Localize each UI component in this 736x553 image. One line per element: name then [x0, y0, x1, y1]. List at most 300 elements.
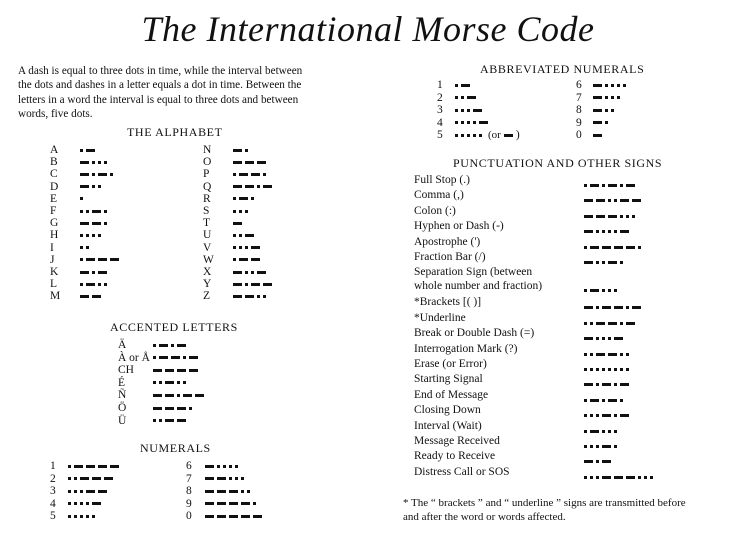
punctuation-row: [414, 205, 724, 217]
morse-dot: [584, 414, 587, 417]
morse-code: [584, 184, 638, 187]
morse-code: [68, 490, 110, 493]
footnote-line: and after the word or words affected.: [403, 511, 566, 523]
code-row: [186, 473, 247, 485]
morse-dash: [251, 283, 260, 286]
morse-dot: [104, 161, 107, 164]
morse-dash: [593, 134, 602, 137]
code-label: O: [203, 156, 212, 169]
morse-dash: [86, 149, 95, 152]
morse-dash: [602, 383, 611, 386]
morse-dash: [602, 476, 611, 479]
punctuation-code: [584, 300, 644, 312]
punctuation-code: [584, 393, 626, 405]
code-row: [50, 473, 116, 485]
morse-dash: [614, 476, 623, 479]
morse-dash: [92, 502, 101, 505]
morse-dot: [467, 121, 470, 124]
morse-dot: [153, 344, 156, 347]
morse-dash: [620, 230, 629, 233]
morse-dash: [165, 381, 174, 384]
code-label: 2: [437, 91, 443, 104]
morse-dot: [626, 368, 629, 371]
code-row: [50, 242, 92, 254]
morse-dot: [263, 295, 266, 298]
code-label: 9: [576, 116, 582, 129]
morse-dot: [626, 215, 629, 218]
code-row: [186, 498, 259, 510]
morse-dot: [86, 234, 89, 237]
morse-dot: [614, 383, 617, 386]
code-label: 7: [186, 472, 192, 485]
morse-code: [455, 84, 473, 87]
morse-dash: [608, 353, 617, 356]
morse-dot: [98, 234, 101, 237]
punctuation-code: [584, 362, 632, 374]
punctuation-row: [414, 343, 724, 355]
morse-dot: [68, 515, 71, 518]
morse-dash: [165, 394, 174, 397]
morse-dot: [590, 322, 593, 325]
morse-dash: [608, 215, 617, 218]
punctuation-code: [584, 193, 644, 205]
punctuation-label: [414, 205, 584, 217]
morse-dash: [165, 419, 174, 422]
morse-dot: [233, 246, 236, 249]
punctuation-label-text: *Underline: [414, 311, 466, 324]
morse-dot: [596, 414, 599, 417]
code-row: [203, 229, 257, 241]
morse-dot: [257, 295, 260, 298]
morse-code: [80, 283, 110, 286]
morse-dot: [590, 414, 593, 417]
morse-code: [584, 337, 626, 340]
punctuation-row: [414, 435, 724, 447]
morse-dash: [263, 185, 272, 188]
code-row: [50, 498, 104, 510]
morse-dot: [638, 476, 641, 479]
abbreviated-heading: ABBREVIATED NUMERALS: [480, 62, 645, 76]
morse-dash: [80, 185, 89, 188]
morse-dash: [584, 199, 593, 202]
morse-dot: [602, 261, 605, 264]
code-row: [203, 266, 269, 278]
punctuation-label: [414, 327, 584, 339]
punctuation-row: [414, 251, 724, 263]
alt-close: ): [515, 129, 520, 142]
code-label: S: [203, 205, 210, 217]
morse-dash: [217, 490, 226, 493]
morse-dot: [92, 173, 95, 176]
morse-dash: [189, 369, 198, 372]
morse-dot: [245, 271, 248, 274]
punctuation-label-text: Colon (:): [414, 204, 456, 217]
morse-dash: [229, 502, 238, 505]
code-row: [576, 117, 611, 129]
code-row: [437, 92, 479, 104]
code-row: [118, 364, 201, 376]
punctuation-label: [414, 450, 584, 462]
morse-dash: [257, 271, 266, 274]
morse-dash: [92, 210, 101, 213]
punctuation-label-text: Full Stop (.): [414, 174, 470, 186]
punctuation-row: [414, 420, 724, 432]
morse-dash: [153, 369, 162, 372]
code-label: É: [118, 376, 126, 389]
morse-dash: [590, 430, 599, 433]
alt-note: (or: [488, 129, 501, 142]
morse-dot: [620, 353, 623, 356]
morse-dot: [590, 445, 593, 448]
morse-dash: [467, 96, 476, 99]
code-row: [50, 278, 110, 290]
morse-dash: [233, 149, 242, 152]
morse-dash: [205, 515, 214, 518]
punctuation-label: [414, 404, 584, 416]
code-label: 2: [50, 472, 56, 485]
morse-dot: [608, 368, 611, 371]
morse-dash: [98, 271, 107, 274]
morse-dash: [245, 234, 254, 237]
morse-dash: [153, 407, 162, 410]
morse-dash: [153, 394, 162, 397]
morse-dot: [80, 515, 83, 518]
morse-dash: [593, 109, 602, 112]
punctuation-row: [414, 389, 724, 401]
morse-dot: [614, 368, 617, 371]
punctuation-code: [584, 470, 656, 482]
morse-dot: [177, 381, 180, 384]
morse-dot: [92, 515, 95, 518]
morse-dash: [596, 353, 605, 356]
morse-dot: [461, 96, 464, 99]
punctuation-label: [414, 236, 584, 248]
morse-dash: [205, 477, 214, 480]
code-label: 6: [576, 79, 582, 91]
morse-dot: [153, 356, 156, 359]
punctuation-code: [584, 408, 632, 420]
morse-code: [80, 222, 110, 225]
morse-dash: [596, 215, 605, 218]
morse-dot: [233, 210, 236, 213]
morse-dash: [80, 173, 89, 176]
footnote: [403, 496, 733, 524]
morse-dash: [584, 306, 593, 309]
morse-dash: [183, 394, 192, 397]
punctuation-label-text: Break or Double Dash (=): [414, 327, 535, 340]
intro-line: A dash is equal to three dots in time, while the interval between: [18, 65, 303, 77]
punctuation-row: [414, 296, 724, 308]
morse-dash: [98, 258, 107, 261]
morse-dash: [80, 161, 89, 164]
morse-code: [584, 460, 614, 463]
morse-dot: [584, 476, 587, 479]
morse-code: [80, 258, 122, 261]
morse-dot: [584, 353, 587, 356]
morse-dash: [233, 161, 242, 164]
morse-dash: [189, 356, 198, 359]
morse-code: [584, 399, 626, 402]
morse-code: [584, 368, 632, 371]
code-row: [203, 217, 245, 229]
morse-code: [233, 271, 269, 274]
morse-dot: [596, 337, 599, 340]
morse-dash: [92, 477, 101, 480]
morse-dot: [153, 419, 156, 422]
morse-dot: [473, 121, 476, 124]
code-row: [50, 254, 122, 266]
morse-dot: [183, 381, 186, 384]
punctuation-label: [414, 174, 584, 186]
morse-dash: [177, 344, 186, 347]
intro-line: words, five dots.: [18, 107, 93, 120]
code-label: 1: [50, 460, 56, 472]
code-label: 3: [50, 485, 56, 498]
morse-dash: [239, 173, 248, 176]
morse-dash: [593, 84, 602, 87]
morse-dot: [584, 399, 587, 402]
morse-code: [455, 121, 491, 124]
morse-code: [504, 134, 516, 137]
morse-code: [584, 476, 656, 479]
morse-code: [584, 230, 632, 233]
morse-dash: [233, 185, 242, 188]
punctuation-row: [414, 266, 724, 293]
morse-dot: [584, 246, 587, 249]
code-row: [50, 510, 98, 522]
morse-dot: [177, 394, 180, 397]
morse-dash: [602, 445, 611, 448]
code-label: 5: [437, 129, 443, 142]
punctuation-label-text: Closing Down: [414, 404, 481, 417]
morse-dot: [596, 460, 599, 463]
morse-code: [233, 258, 263, 261]
code-label: CH: [118, 364, 134, 377]
morse-code: [593, 109, 617, 112]
morse-dot: [608, 430, 611, 433]
morse-dash: [584, 230, 593, 233]
code-label: A: [50, 144, 59, 156]
punctuation-label: [414, 220, 584, 232]
morse-dash: [241, 515, 250, 518]
punctuation-code: [584, 331, 626, 343]
morse-dot: [584, 184, 587, 187]
morse-dash: [479, 121, 488, 124]
code-label: F: [50, 205, 57, 217]
morse-dot: [98, 283, 101, 286]
morse-dot: [620, 322, 623, 325]
morse-dot: [614, 289, 617, 292]
morse-dot: [92, 271, 95, 274]
code-row: [50, 290, 104, 302]
punctuation-label: [414, 435, 584, 447]
code-label: 5: [50, 510, 56, 523]
punctuation-row: [414, 189, 724, 201]
morse-dot: [229, 477, 232, 480]
morse-dot: [473, 134, 476, 137]
morse-dash: [205, 490, 214, 493]
morse-dot: [183, 356, 186, 359]
morse-dash: [620, 414, 629, 417]
code-label: R: [203, 192, 211, 205]
morse-dash: [98, 173, 107, 176]
morse-dash: [614, 306, 623, 309]
morse-dot: [608, 199, 611, 202]
morse-dash: [473, 109, 482, 112]
morse-dot: [584, 430, 587, 433]
morse-code: [153, 407, 195, 410]
morse-code: [68, 502, 104, 505]
punctuation-label-text: whole number and fraction): [414, 280, 543, 293]
morse-dot: [235, 477, 238, 480]
morse-dot: [189, 407, 192, 410]
morse-dot: [602, 230, 605, 233]
code-label: 7: [576, 91, 582, 104]
punctuation-label-text: Separation Sign (between: [414, 266, 533, 279]
morse-code: [80, 173, 116, 176]
morse-code: [68, 465, 122, 468]
morse-dot: [602, 337, 605, 340]
footnote-line: * The “ brackets ” and “ underline ” signs are transmitted before: [403, 497, 686, 509]
code-label: L: [50, 278, 58, 291]
code-label: 0: [576, 129, 582, 142]
morse-dot: [80, 502, 83, 505]
morse-code: [455, 96, 479, 99]
code-row: [50, 193, 86, 205]
morse-dot: [86, 210, 89, 213]
code-row: [203, 278, 275, 290]
punctuation-label-text: Ready to Receive: [414, 450, 496, 463]
morse-code: [233, 295, 269, 298]
morse-dot: [233, 173, 236, 176]
code-row: [118, 389, 207, 401]
morse-dot: [596, 368, 599, 371]
morse-dot: [590, 476, 593, 479]
morse-code: [584, 246, 644, 249]
morse-dot: [153, 381, 156, 384]
morse-code: [205, 465, 241, 468]
morse-dot: [608, 230, 611, 233]
morse-dot: [638, 246, 641, 249]
punctuation-code: [584, 255, 626, 267]
morse-dot: [614, 430, 617, 433]
morse-dot: [608, 337, 611, 340]
code-label: Ä: [118, 339, 127, 351]
morse-dot: [245, 246, 248, 249]
punctuation-code: [584, 347, 632, 359]
punctuation-label: [414, 420, 584, 432]
morse-code: [584, 199, 644, 202]
morse-dot: [245, 283, 248, 286]
morse-dash: [195, 394, 204, 397]
morse-dash: [608, 261, 617, 264]
morse-dot: [74, 490, 77, 493]
morse-dash: [257, 161, 266, 164]
morse-dot: [80, 258, 83, 261]
code-label: U: [203, 229, 212, 242]
morse-code: [584, 445, 620, 448]
morse-dash: [584, 383, 593, 386]
code-label: 8: [186, 485, 192, 498]
morse-code: [233, 246, 263, 249]
morse-code: [233, 222, 245, 225]
code-label: H: [50, 229, 59, 242]
morse-dot: [92, 234, 95, 237]
morse-dot: [626, 353, 629, 356]
morse-dash: [626, 322, 635, 325]
morse-dot: [644, 476, 647, 479]
morse-dot: [455, 109, 458, 112]
punctuation-label-text: Comma (,): [414, 189, 464, 202]
morse-dot: [80, 246, 83, 249]
morse-dot: [467, 109, 470, 112]
morse-dot: [620, 184, 623, 187]
code-row: [50, 266, 110, 278]
punctuation-label-text: Distress Call or SOS: [414, 465, 510, 478]
morse-code: [153, 344, 189, 347]
code-label: M: [50, 290, 61, 303]
morse-dash: [80, 222, 89, 225]
punctuation-row: [414, 312, 724, 324]
punctuation-label-text: End of Message: [414, 388, 489, 401]
morse-dot: [171, 344, 174, 347]
code-label: 9: [186, 497, 192, 510]
morse-dash: [626, 476, 635, 479]
morse-dash: [80, 271, 89, 274]
morse-dash: [253, 515, 262, 518]
code-label: D: [50, 180, 59, 193]
morse-dot: [626, 306, 629, 309]
morse-dash: [74, 465, 83, 468]
morse-code: [80, 246, 92, 249]
code-label: Q: [203, 180, 212, 193]
morse-dash: [608, 399, 617, 402]
morse-dot: [263, 173, 266, 176]
code-row: [203, 168, 269, 180]
morse-dot: [605, 121, 608, 124]
code-label: V: [203, 241, 212, 254]
code-label: E: [50, 192, 58, 205]
morse-code: [584, 322, 638, 325]
code-row: [50, 205, 110, 217]
morse-dot: [239, 234, 242, 237]
morse-dash: [263, 283, 272, 286]
punctuation-label-text: Erase (or Error): [414, 358, 487, 370]
morse-dash: [159, 356, 168, 359]
morse-dash: [461, 84, 470, 87]
morse-dot: [611, 84, 614, 87]
morse-dash: [626, 184, 635, 187]
morse-dash: [632, 199, 641, 202]
code-label: P: [203, 168, 210, 181]
code-row: [203, 193, 257, 205]
morse-dot: [80, 234, 83, 237]
morse-code: [584, 215, 638, 218]
punctuation-label-text: Interrogation Mark (?): [414, 342, 518, 355]
morse-dash: [80, 295, 89, 298]
punctuation-code: [584, 224, 632, 236]
morse-dash: [205, 502, 214, 505]
punctuation-label: [414, 251, 584, 263]
morse-dot: [74, 502, 77, 505]
morse-code: [584, 414, 632, 417]
code-row: [186, 485, 253, 497]
code-row: [186, 510, 265, 522]
morse-dot: [239, 246, 242, 249]
morse-dot: [98, 185, 101, 188]
code-row: [50, 181, 104, 193]
morse-dash: [110, 465, 119, 468]
